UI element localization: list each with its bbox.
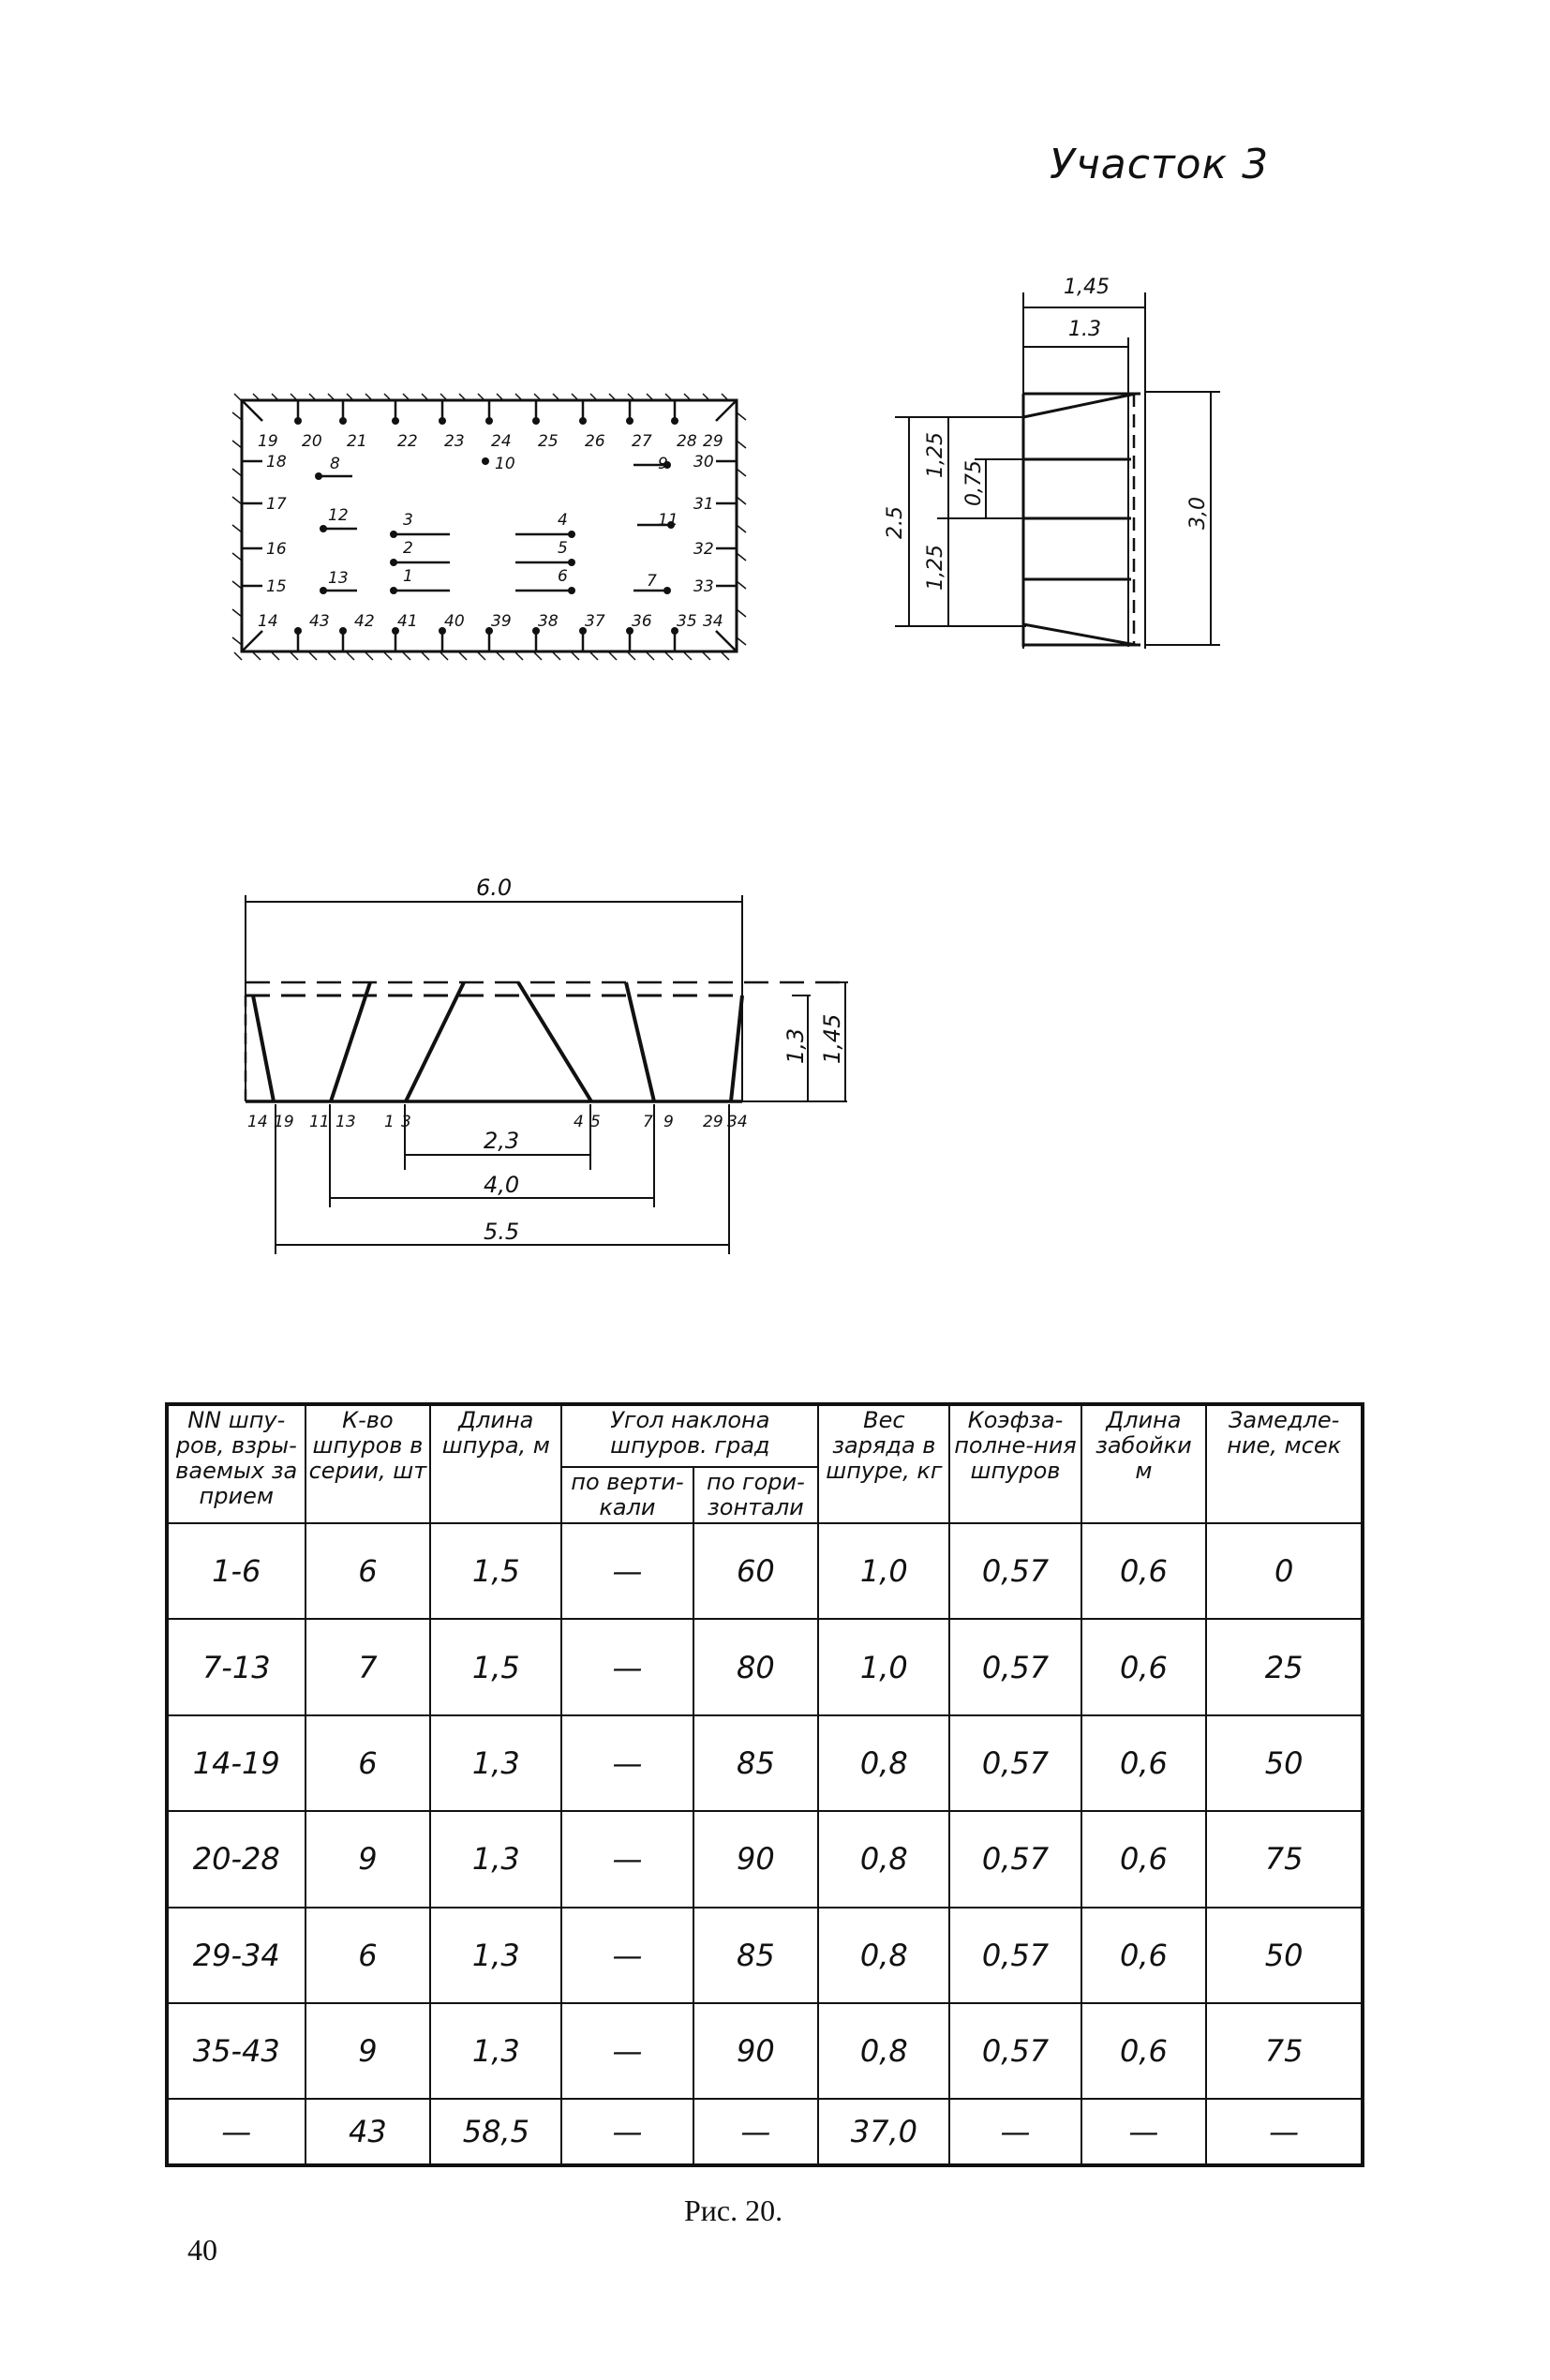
plan-hole-label: 12: [328, 506, 349, 525]
plan-hole-label: 32: [693, 540, 714, 559]
plan-hole-label: 8: [330, 455, 340, 473]
plan-hole-label: 36: [632, 612, 652, 631]
table-cell: 0,6: [1081, 1715, 1207, 1811]
table-cell: —: [561, 1715, 693, 1811]
section-hole-label: 4: [574, 1113, 584, 1131]
dim-depth-inner: 1,3: [782, 1027, 809, 1064]
plan-hole-label: 39: [491, 612, 512, 631]
plan-hole-label: 9: [658, 455, 668, 473]
plan-hole-label: 25: [538, 432, 559, 451]
dim-seg-mid: 0,75: [962, 460, 986, 506]
plan-hole-label: 38: [538, 612, 559, 631]
plan-hole-label: 28: [677, 432, 697, 451]
table-cell: 1,0: [818, 1619, 949, 1714]
section-hole-label: 34: [727, 1113, 748, 1131]
table-total-cell: 58,5: [430, 2099, 561, 2164]
plan-hole-label: 40: [444, 612, 465, 631]
table-cell: 0,8: [818, 1908, 949, 2003]
section-hole-label: 29: [703, 1113, 723, 1131]
table-cell: 0,6: [1081, 1523, 1207, 1619]
table-cell: 85: [693, 1715, 819, 1811]
plan-hole-label: 2: [403, 539, 413, 558]
table-cell: 20-28: [168, 1811, 306, 1907]
plan-hole-label: 3: [403, 511, 413, 530]
table-cell: 0,57: [949, 2003, 1081, 2099]
section-hole-label: 5: [590, 1113, 601, 1131]
table-cell: 60: [693, 1523, 819, 1619]
plan-hole-label: 22: [397, 432, 418, 451]
table-total-cell: —: [168, 2099, 306, 2164]
table-cell: 0: [1206, 1523, 1362, 1619]
section-labels: [476, 875, 845, 1245]
plan-hole-label: 16: [266, 540, 287, 559]
plan-hole-label: 23: [444, 432, 465, 451]
dim-4-0: 4,0: [484, 1172, 520, 1198]
dim-seg-bottom: 1,25: [924, 545, 947, 591]
table-cell: 0,57: [949, 1811, 1081, 1907]
table-row: [168, 1811, 1362, 1907]
table-cell: —: [561, 2003, 693, 2099]
plan-hole-label: 29: [703, 432, 723, 451]
header-hole-count: К-во шпуров в серии, шт: [306, 1405, 431, 1523]
table-cell: 1,3: [430, 1908, 561, 2003]
plan-hole-labels: [258, 432, 723, 631]
table-cell: 75: [1206, 1811, 1362, 1907]
header-angle-horizontal: по гори-зонтали: [693, 1467, 819, 1523]
plan-hole-label: 35: [677, 612, 697, 631]
table-cell: 0,8: [818, 2003, 949, 2099]
table-cell: 50: [1206, 1715, 1362, 1811]
table-cell: 0,8: [818, 1811, 949, 1907]
header-charge-weight: Вес заряда в шпуре, кг: [818, 1405, 949, 1523]
plan-hole-label: 20: [302, 432, 322, 451]
plan-hole-label: 27: [632, 432, 652, 451]
section-hole-label: 1: [384, 1113, 395, 1131]
dim-5-5: 5.5: [484, 1219, 520, 1245]
header-delay: Замедле-ние, мсек: [1206, 1405, 1362, 1523]
table-cell: 1,0: [818, 1523, 949, 1619]
table-cell: —: [561, 1523, 693, 1619]
figure-caption: Рис. 20.: [684, 2193, 783, 2227]
table-total-row: [168, 2099, 1362, 2164]
table-cell: 7: [306, 1619, 431, 1714]
table-cell: 0,6: [1081, 1619, 1207, 1714]
plan-hole-label: 34: [703, 612, 723, 631]
plan-hole-label: 21: [347, 432, 367, 451]
table-cell: 6: [306, 1715, 431, 1811]
table-total-cell: —: [1081, 2099, 1207, 2164]
table-cell: 1,3: [430, 1811, 561, 1907]
table-cell: 25: [1206, 1619, 1362, 1714]
table-cell: 1,3: [430, 2003, 561, 2099]
header-fill-coefficient: Коэфза-полне-ния шпуров: [949, 1405, 1081, 1523]
table-cell: 0,6: [1081, 1811, 1207, 1907]
table-cell: 1,3: [430, 1715, 561, 1811]
plan-hole-label: 15: [266, 577, 287, 596]
section-hole-label: 13: [335, 1113, 356, 1131]
section-title: Участок 3: [1050, 141, 1270, 188]
section-view: [246, 895, 848, 1254]
table-cell: 14-19: [168, 1715, 306, 1811]
table-cell: 50: [1206, 1908, 1362, 2003]
plan-hole-label: 4: [558, 511, 568, 530]
table-cell: 0,57: [949, 1908, 1081, 2003]
table-cell: 80: [693, 1619, 819, 1714]
plan-hole-label: 19: [258, 432, 278, 451]
table-total-cell: 43: [306, 2099, 431, 2164]
section-hole-label: 9: [663, 1113, 674, 1131]
section-hole-label: 3: [401, 1113, 411, 1131]
plan-hole-label: 43: [309, 612, 330, 631]
table-cell: 0,6: [1081, 2003, 1207, 2099]
dim-width-outer: 1,45: [1064, 276, 1110, 299]
plan-hole-label: 18: [266, 453, 287, 472]
dim-height-left: 2.5: [884, 506, 907, 539]
plan-hole-label: 10: [495, 455, 515, 473]
table-cell: —: [561, 1811, 693, 1907]
table-cell: 75: [1206, 2003, 1362, 2099]
header-stemming-length: Длина забойки м: [1081, 1405, 1207, 1523]
table-cell: 6: [306, 1523, 431, 1619]
table-row: [168, 1619, 1362, 1714]
dim-width-top: 6.0: [476, 875, 513, 901]
table-total-cell: —: [693, 2099, 819, 2164]
page-number: 40: [187, 2233, 217, 2267]
plan-hole-label: 26: [585, 432, 605, 451]
table-row: [168, 1523, 1362, 1619]
table-cell: —: [561, 1619, 693, 1714]
table-cell: 0,6: [1081, 1908, 1207, 2003]
table-cell: 9: [306, 2003, 431, 2099]
plan-hole-label: 1: [403, 567, 413, 586]
table-cell: 85: [693, 1908, 819, 2003]
table-row: [168, 1715, 1362, 1811]
plan-hole-label: 6: [558, 567, 568, 586]
table-cell: 90: [693, 2003, 819, 2099]
table-cell: 35-43: [168, 2003, 306, 2099]
table-cell: 0,57: [949, 1523, 1081, 1619]
plan-hole-label: 42: [354, 612, 375, 631]
plan-hole-label: 17: [266, 495, 287, 514]
header-angle: Угол наклона шпуров. град: [561, 1405, 818, 1467]
plan-hole-label: 31: [693, 495, 714, 514]
table-cell: —: [561, 1908, 693, 2003]
table-cell: 9: [306, 1811, 431, 1907]
side-view-labels: [884, 276, 1210, 591]
table-cell: 7-13: [168, 1619, 306, 1714]
plan-hole-label: 41: [397, 612, 418, 631]
plan-hole-label: 30: [693, 453, 714, 472]
table-cell: 29-34: [168, 1908, 306, 2003]
plan-hole-label: 11: [658, 511, 678, 530]
dim-seg-top: 1,25: [924, 432, 947, 478]
section-hole-label: 11: [309, 1113, 330, 1131]
table-cell: 1,5: [430, 1523, 561, 1619]
table-cell: 6: [306, 1908, 431, 2003]
plan-hole-label: 24: [491, 432, 512, 451]
table-total-cell: —: [1206, 2099, 1362, 2164]
plan-hole-label: 13: [328, 569, 349, 588]
plan-hole-label: 37: [585, 612, 605, 631]
plan-hole-label: 7: [647, 572, 657, 591]
header-angle-vertical: по верти-кали: [561, 1467, 693, 1523]
dim-depth-outer: 1,45: [819, 1013, 845, 1064]
blasting-table: [167, 1404, 1363, 2165]
table-row: [168, 2003, 1362, 2099]
table-cell: 1-6: [168, 1523, 306, 1619]
plan-hole-label: 5: [558, 539, 568, 558]
table-cell: 0,57: [949, 1619, 1081, 1714]
table-cell: 0,57: [949, 1715, 1081, 1811]
dim-2-3: 2,3: [484, 1128, 520, 1154]
table-total-cell: 37,0: [818, 2099, 949, 2164]
table-row: [168, 1908, 1362, 2003]
section-hole-label: 19: [274, 1113, 294, 1131]
dim-width-inner: 1.3: [1068, 318, 1101, 341]
table-total-cell: —: [949, 2099, 1081, 2164]
header-hole-length: Длина шпура, м: [430, 1405, 561, 1523]
section-hole-label: 14: [247, 1113, 268, 1131]
table-total-cell: —: [561, 2099, 693, 2164]
plan-hole-label: 14: [258, 612, 278, 631]
plan-hole-label: 33: [693, 577, 714, 596]
header-hole-numbers: NN шпу-ров, взры-ваемых за прием: [168, 1405, 306, 1523]
dim-height-right: 3,0: [1186, 497, 1210, 530]
table-cell: 1,5: [430, 1619, 561, 1714]
section-hole-label: 7: [643, 1113, 653, 1131]
table-cell: 90: [693, 1811, 819, 1907]
table-cell: 0,8: [818, 1715, 949, 1811]
